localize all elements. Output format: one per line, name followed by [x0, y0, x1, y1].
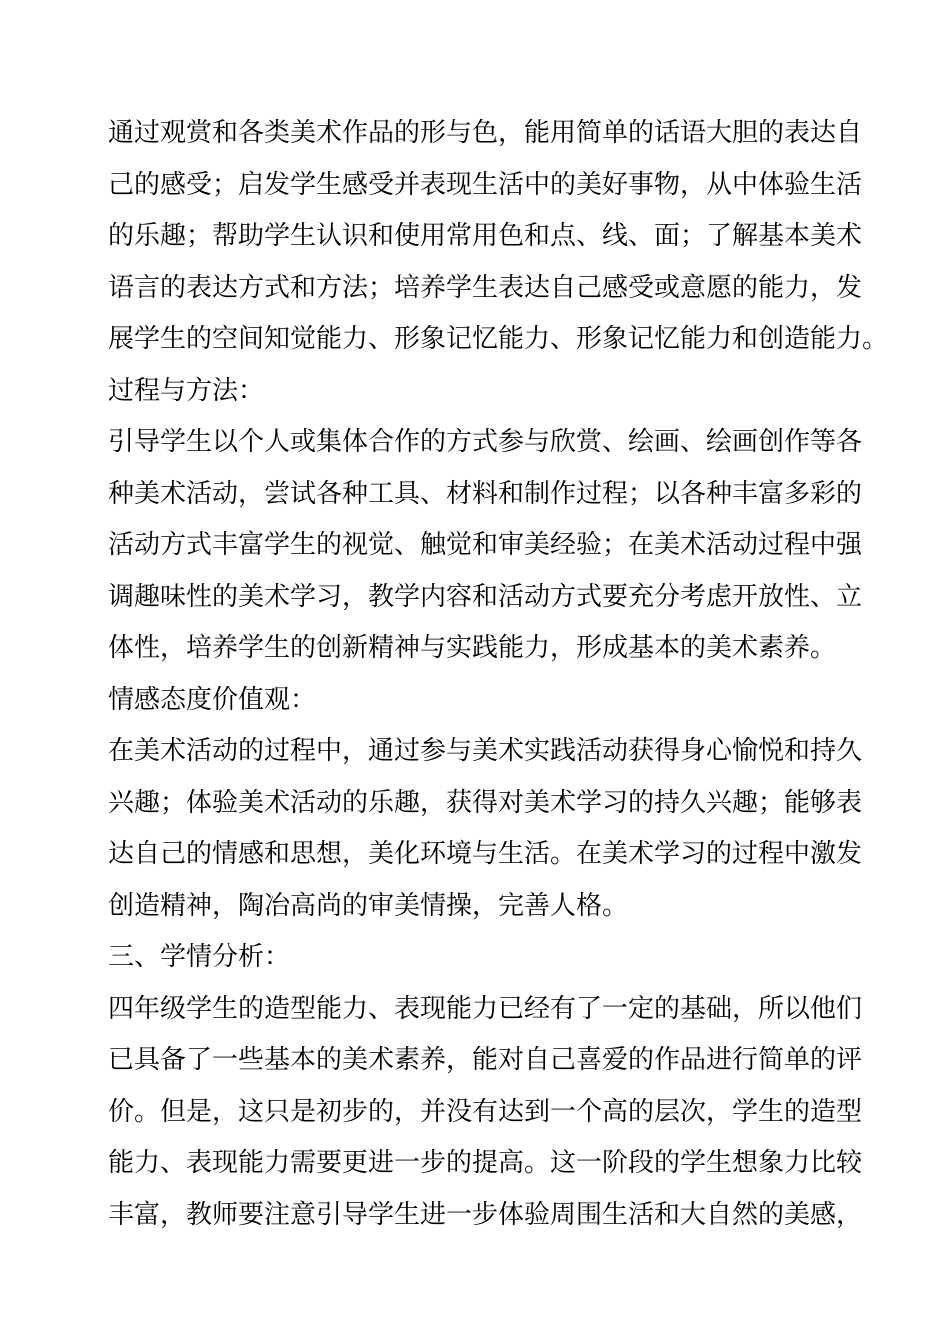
text-line: 在美术活动的过程中，通过参与美术实践活动获得身心愉悦和持久 [108, 736, 863, 766]
text-line: 创造精神，陶冶高尚的审美情操，完善人格。 [108, 890, 629, 921]
text-line: 展学生的空间知觉能力、形象记忆能力、形象记忆能力和创造能力。 [108, 324, 889, 354]
text-line: 价。但是，这只是初步的，并没有达到一个高的层次，学生的造型 [108, 1096, 863, 1127]
text-line: 体性，培养学生的创新精神与实践能力，形成基本的美术素养。 [108, 633, 837, 663]
text-line: 通过观赏和各类美术作品的形与色，能用简单的话语大胆的表达自 [108, 118, 863, 148]
section-heading: 情感态度价值观： [108, 684, 317, 715]
text-line: 引导学生以个人或集体合作的方式参与欣赏、绘画、绘画创作等各 [108, 427, 863, 457]
text-line: 己的感受；启发学生感受并表现生活中的美好事物，从中体验生活 [108, 169, 863, 200]
text-line: 四年级学生的造型能力、表现能力已经有了一定的基础，所以他们 [108, 993, 863, 1024]
text-line: 调趣味性的美术学习，教学内容和活动方式要充分考虑开放性、立 [108, 581, 863, 612]
document-body [108, 108, 889, 1241]
text-line: 语言的表达方式和方法；培养学生表达自己感受或意愿的能力，发 [108, 272, 863, 303]
text-line: 的乐趣；帮助学生认识和使用常用色和点、线、面；了解基本美术 [108, 221, 863, 251]
text-line: 兴趣；体验美术活动的乐趣，获得对美术学习的持久兴趣；能够表 [108, 787, 863, 818]
text-line: 达自己的情感和思想，美化环境与生活。在美术学习的过程中激发 [108, 839, 863, 869]
text-line: 活动方式丰富学生的视觉、触觉和审美经验；在美术活动过程中强 [108, 530, 863, 560]
section-heading: 过程与方法： [108, 375, 265, 406]
section-heading: 三、学情分析： [108, 942, 291, 972]
text-line: 已具备了一些基本的美术素养，能对自己喜爱的作品进行简单的评 [108, 1045, 863, 1075]
text-line: 种美术活动，尝试各种工具、材料和制作过程；以各种丰富多彩的 [108, 478, 863, 509]
text-line: 丰富，教师要注意引导学生进一步体验周围生活和大自然的美感， [108, 1199, 863, 1230]
text-line: 能力、表现能力需要更进一步的提高。这一阶段的学生想象力比较 [108, 1148, 863, 1178]
